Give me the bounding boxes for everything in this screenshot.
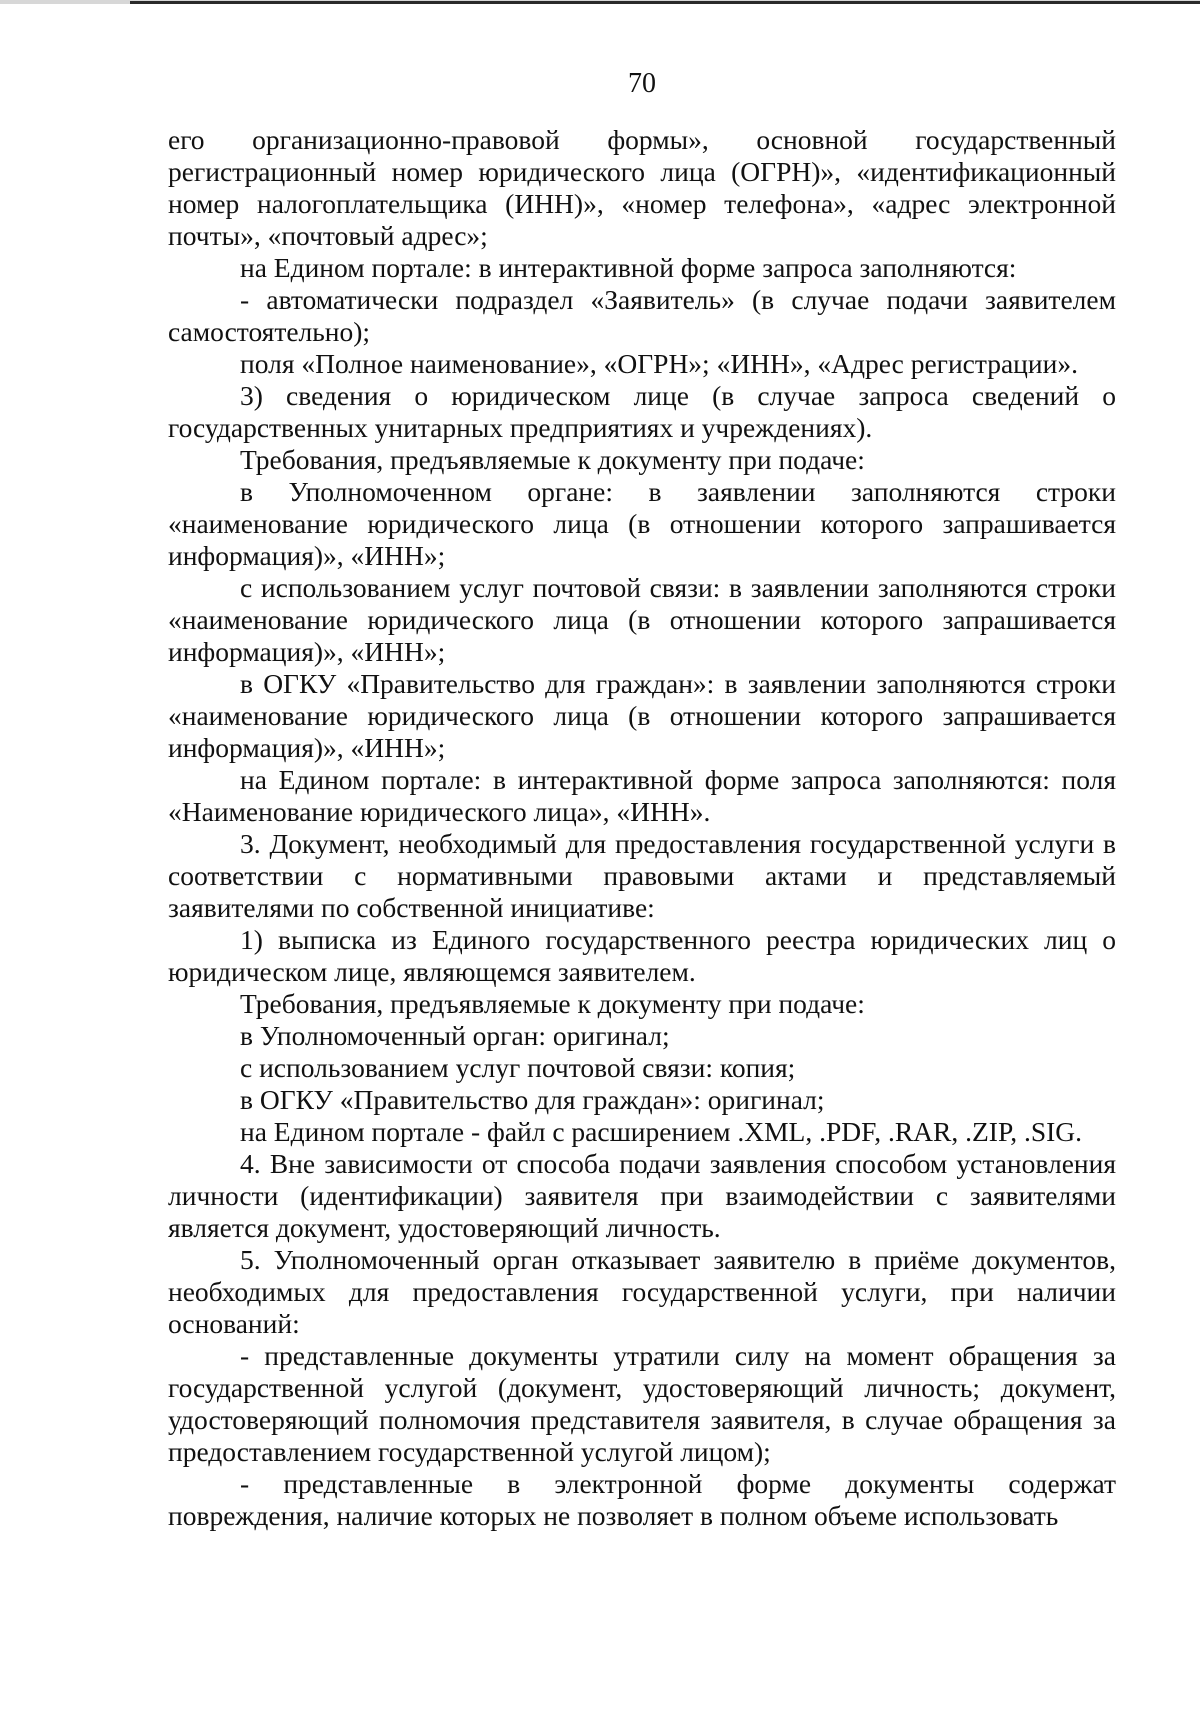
paragraph: в ОГКУ «Правительство для граждан»: оригинал;: [240, 1084, 825, 1115]
paragraph: на Едином портале: в интерактивной форме запроса заполняются: поля «Наименование юридического лица», «ИНН».: [168, 764, 1116, 827]
paragraph: 5. Уполномоченный орган отказывает заявителю в приёме документов, необходимых для предоставления государственной услуги, при наличии оснований:: [168, 1244, 1116, 1339]
paragraph: с использованием услуг почтовой связи: копия;: [240, 1052, 796, 1083]
paragraph: на Едином портале: в интерактивной форме запроса заполняются:: [240, 252, 1017, 283]
paragraph: 3. Документ, необходимый для предоставления государственной услуги в соответствии с нормативными правовыми актами и представляемый заявителями по собственной инициативе:: [168, 828, 1116, 923]
document-body: [168, 124, 1116, 1532]
paragraph: - представленные документы утратили силу на момент обращения за государственной услугой (документ, удостоверяющий личность; документ, удостоверяющий полномочия представителя заявителя, в случае обращения за предоставлением государственной услугой лицом);: [168, 1340, 1116, 1467]
paragraph: Требования, предъявляемые к документу при подаче:: [240, 444, 865, 475]
top-border-line: [0, 0, 1200, 4]
paragraph: Требования, предъявляемые к документу при подаче:: [240, 988, 865, 1019]
paragraph: в Уполномоченный орган: оригинал;: [240, 1020, 670, 1051]
paragraph: его организационно-правовой формы», основной государственный регистрационный номер юридического лица (ОГРН)», «идентификационный номер налогоплательщика (ИНН)», «номер телефона», «адрес электронной почты», «почтовый адрес»;: [168, 124, 1116, 251]
paragraph: 1) выписка из Единого государственного реестра юридических лиц о юридическом лице, являющемся заявителем.: [168, 924, 1116, 987]
paragraph: 3) сведения о юридическом лице (в случае запроса сведений о государственных унитарных предприятиях и учреждениях).: [168, 380, 1116, 443]
paragraph: 4. Вне зависимости от способа подачи заявления способом установления личности (идентификации) заявителя при взаимодействии с заявителями является документ, удостоверяющий личность.: [168, 1148, 1116, 1243]
page-number: 70: [628, 68, 656, 99]
paragraph: в Уполномоченном органе: в заявлении заполняются строки «наименование юридического лица (в отношении которого запрашивается информация)», «ИНН»;: [168, 476, 1116, 571]
paragraph: на Едином портале - файл с расширением .XML, .PDF, .RAR, .ZIP, .SIG.: [240, 1116, 1083, 1147]
paragraph: в ОГКУ «Правительство для граждан»: в заявлении заполняются строки «наименование юридического лица (в отношении которого запрашивается информация)», «ИНН»;: [168, 668, 1116, 763]
paragraph: поля «Полное наименование», «ОГРН»; «ИНН», «Адрес регистрации».: [240, 348, 1078, 379]
paragraph: - автоматически подраздел «Заявитель» (в случае подачи заявителем самостоятельно);: [168, 284, 1116, 347]
paragraph: - представленные в электронной форме документы содержат повреждения, наличие которых не позволяет в полном объеме использовать: [168, 1468, 1116, 1531]
paragraph: с использованием услуг почтовой связи: в заявлении заполняются строки «наименование юридического лица (в отношении которого запрашивается информация)», «ИНН»;: [168, 572, 1116, 667]
